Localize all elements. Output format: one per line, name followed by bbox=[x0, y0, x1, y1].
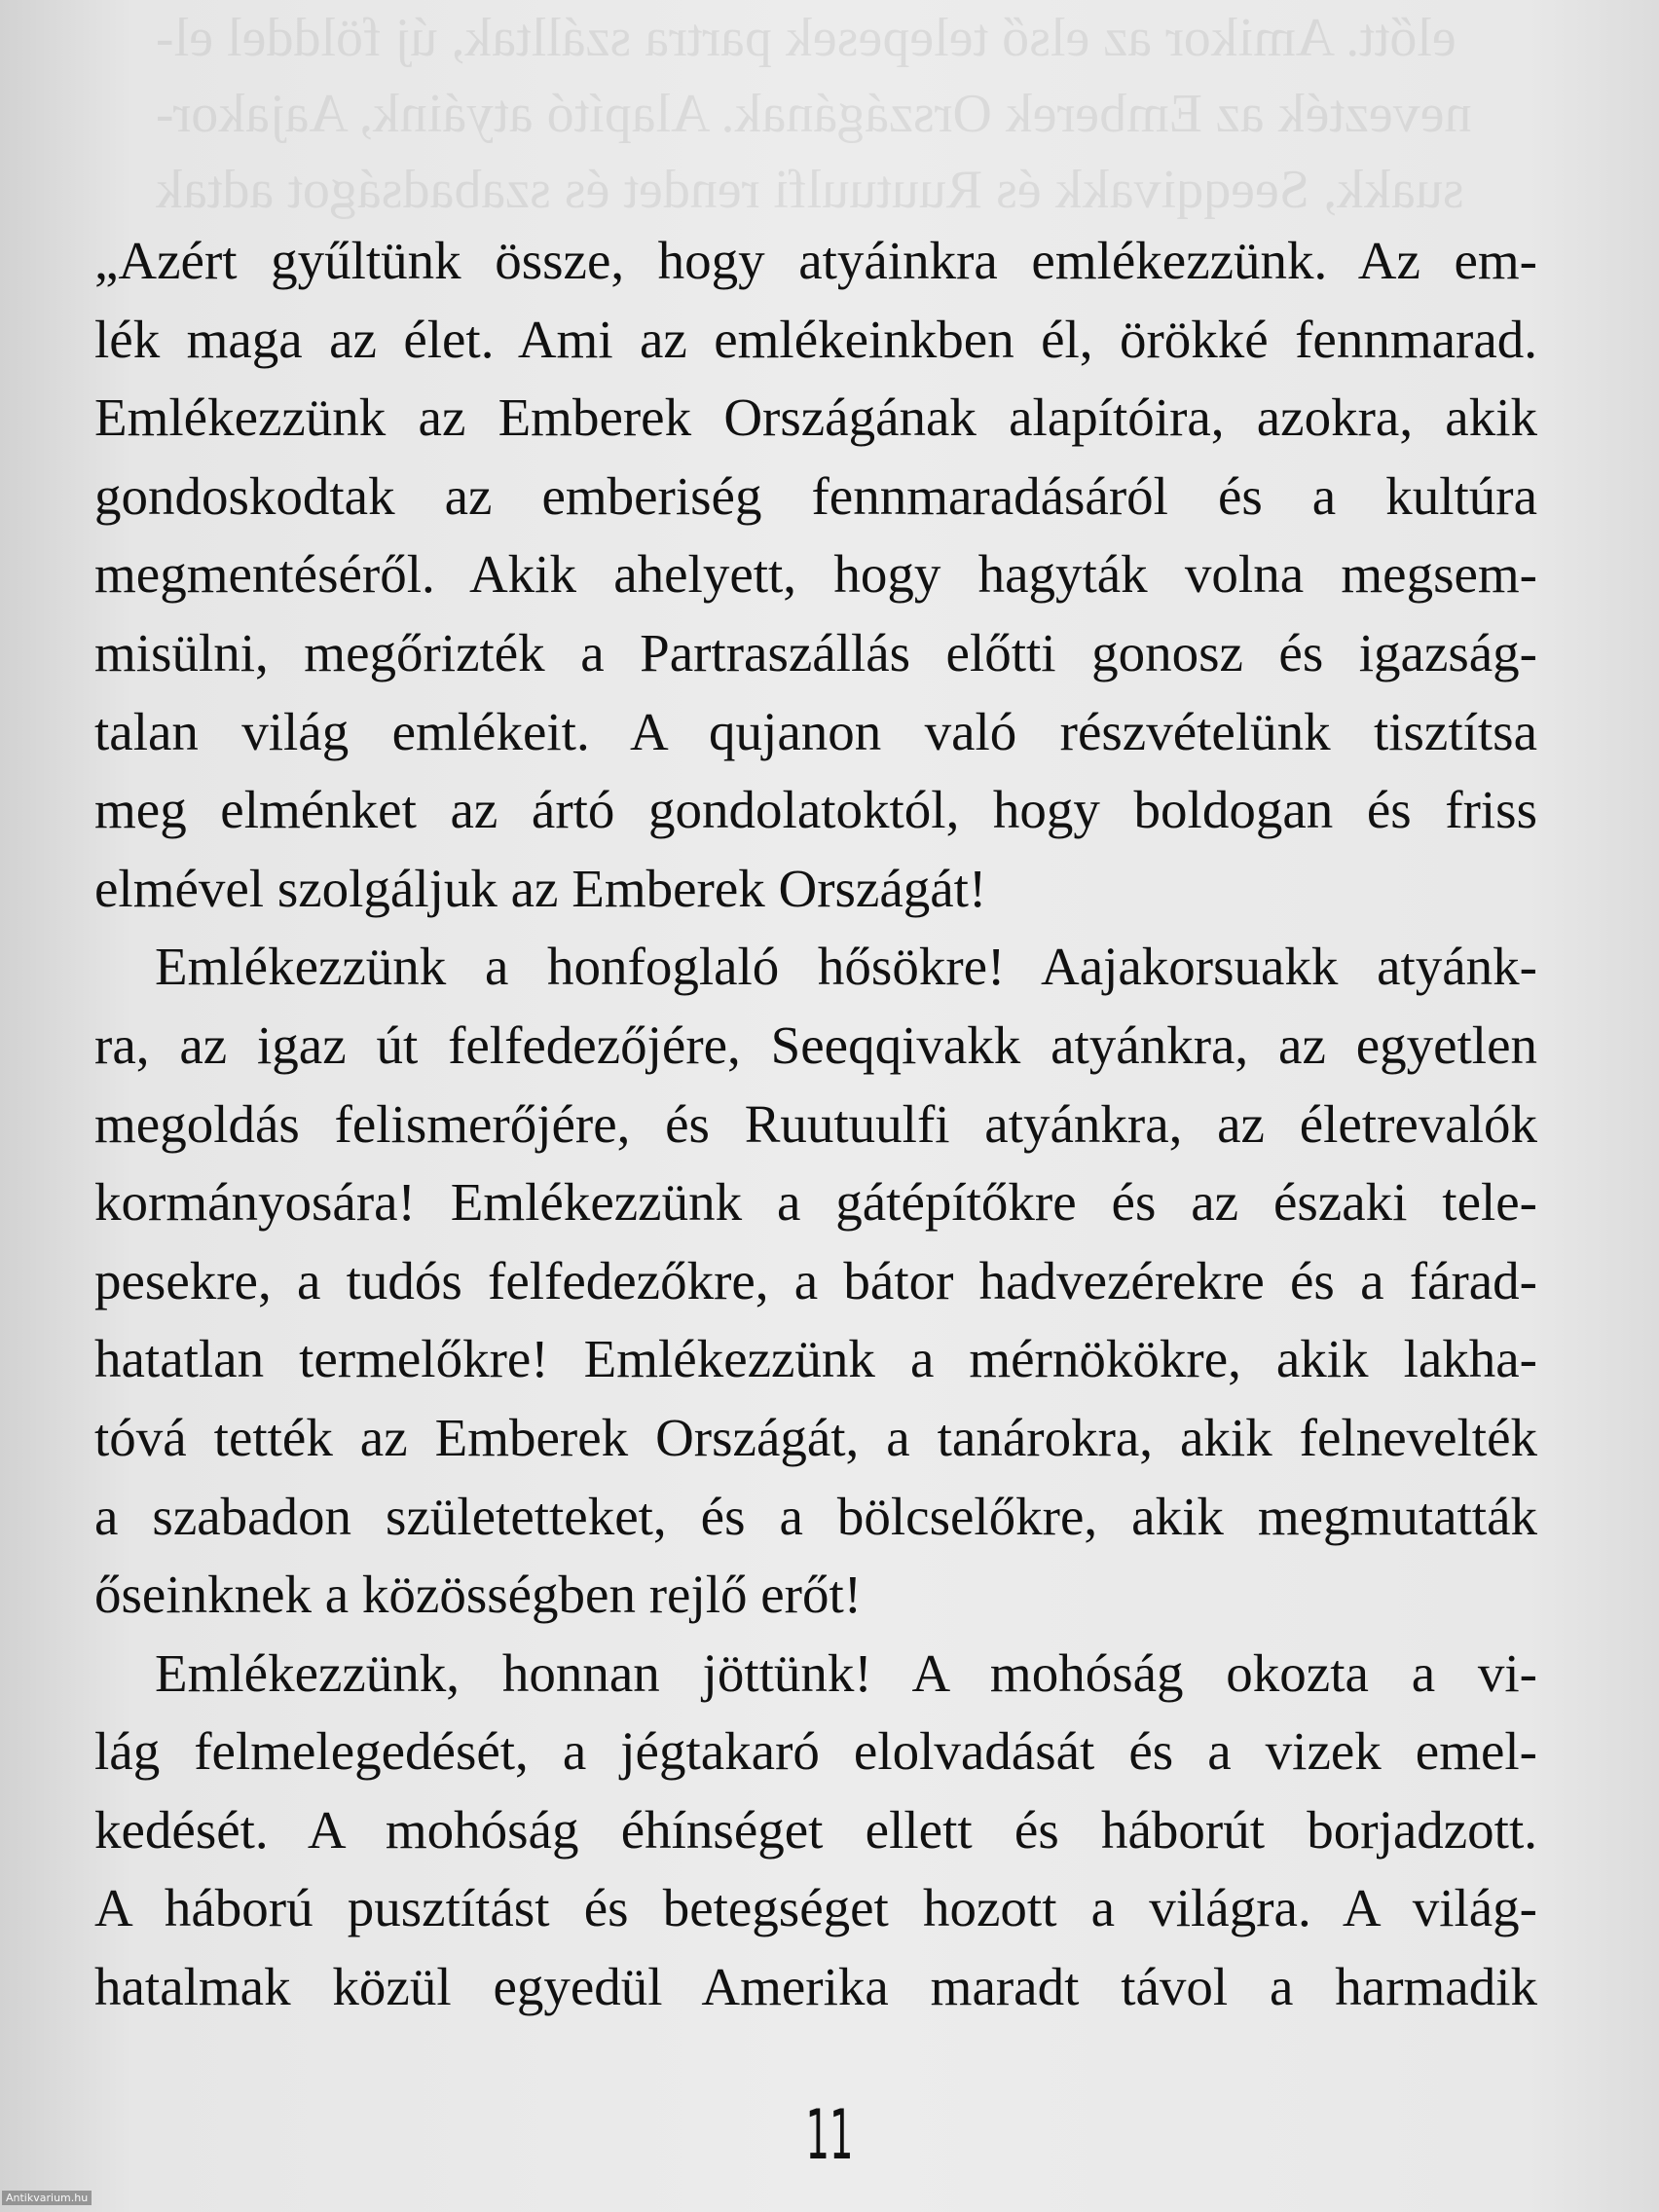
text-line: elmével szolgáljuk az Emberek Országát! bbox=[94, 858, 987, 918]
bleed-line: nevezték az Emberek Országának. Alapító atyáink, Aajakor- bbox=[156, 84, 1472, 144]
text-line: kormányosára! Emlékezzünk a gátépítőkre és az északi tele- bbox=[94, 1172, 1537, 1233]
text-line: gondoskodtak az emberiség fennmaradásáról és a kultúra bbox=[94, 465, 1537, 526]
text-line: meg elménket az ártó gondolatoktól, hogy boldogan és friss bbox=[94, 780, 1537, 840]
page-number: 11 bbox=[805, 2095, 854, 2175]
text-line: a szabadon születetteket, és a bölcselőkre, akik megmutatták bbox=[94, 1486, 1537, 1546]
paragraph-2 bbox=[94, 928, 1537, 1634]
text-line: Emlékezzünk az Emberek Országának alapítóira, azokra, akik bbox=[94, 387, 1537, 448]
text-line: ra, az igaz út felfedezőjére, Seeqqivakk atyánkra, az egyetlen bbox=[94, 1014, 1537, 1075]
text-line: „Azért gyűltünk össze, hogy atyáinkra emlékezzünk. Az em- bbox=[94, 231, 1537, 290]
text-line: pesekre, a tudós felfedezőkre, a bátor hadvezérekre és a fárad- bbox=[94, 1250, 1537, 1310]
bleed-through-text bbox=[156, 0, 1616, 228]
paragraph-1 bbox=[94, 222, 1537, 928]
text-line: misülni, megőrizték a Partraszállás előtti gonosz és igazság- bbox=[94, 622, 1537, 682]
text-line: Emlékezzünk a honfoglaló hősökre! Aajakorsuakk atyánk- bbox=[155, 937, 1537, 997]
text-line: hatatlan termelőkre! Emlékezzünk a mérnökökre, akik lakha- bbox=[94, 1329, 1537, 1389]
paragraph-3 bbox=[94, 1635, 1537, 2027]
bleed-line: suakk, Seeqqivakk és Ruutuulfi rendet és szabadságot adtak bbox=[156, 160, 1464, 220]
text-line: talan világ emlékeit. A qujanon való részvételünk tisztítsa bbox=[94, 701, 1537, 761]
text-line: megoldás felismerőjére, és Ruutuulfi atyánkra, az életrevalók bbox=[94, 1093, 1537, 1154]
text-line: őseinknek a közösségben rejlő erőt! bbox=[94, 1565, 863, 1625]
bleed-line: előtt. Amikor az első telepesek partra szálltak, új földdel el- bbox=[156, 8, 1456, 68]
text-line: megmentéséről. Akik ahelyett, hogy hagyták volna megsem- bbox=[94, 544, 1537, 605]
text-line: lág felmelegedését, a jégtakaró elolvadását és a vizek emel- bbox=[94, 1721, 1537, 1782]
text-line: A háború pusztítást és betegséget hozott a világra. A világ- bbox=[94, 1878, 1537, 1938]
text-line: kedését. A mohóság éhínséget ellett és háborút borjadzott. bbox=[94, 1799, 1537, 1860]
text-line: hatalmak közül egyedül Amerika maradt távol a harmadik bbox=[94, 1957, 1537, 2017]
text-line: lék maga az élet. Ami az emlékeinkben él, örökké fennmarad. bbox=[94, 309, 1537, 369]
watermark: Antikvarium.hu bbox=[2, 2191, 92, 2205]
body-text bbox=[94, 222, 1537, 2027]
text-line: Emlékezzünk, honnan jöttünk! A mohóság okozta a vi- bbox=[155, 1642, 1537, 1703]
text-line: tóvá tették az Emberek Országát, a tanárokra, akik felnevelték bbox=[94, 1407, 1537, 1467]
